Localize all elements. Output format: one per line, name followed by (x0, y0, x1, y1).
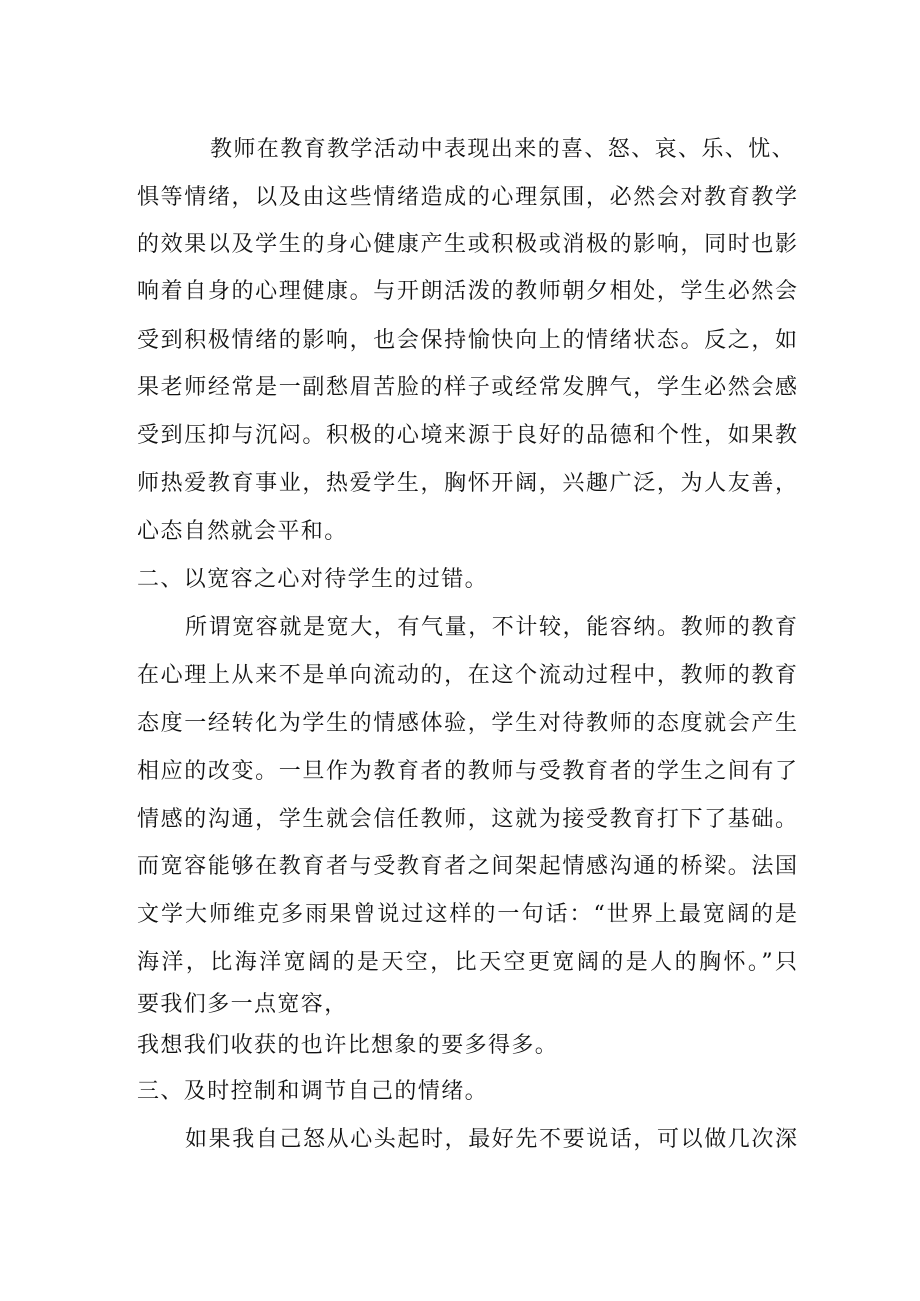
paragraph-2-line-9: 要我们多一点宽容， (137, 992, 348, 1017)
paragraph-2-line-8: 海洋，比海洋宽阔的是天空，比天空更宽阔的是人的胸怀。”只 (137, 950, 797, 975)
paragraph-1-line-3: 的效果以及学生的身心健康产生或积极或消极的影响，同时也影 (137, 232, 797, 257)
paragraph-2-line-10: 我想我们收获的也许比想象的要多得多。 (137, 1033, 559, 1058)
paragraph-1-line-9: 心态自然就会平和。 (137, 519, 348, 544)
paragraph-2-line-6: 而宽容能够在教育者与受教育者之间架起情感沟通的桥梁。法国 (137, 854, 797, 879)
paragraph-1-line-2: 惧等情绪，以及由这些情绪造成的心理氛围，必然会对教育教学 (137, 185, 797, 210)
paragraph-3-line-1: 如果我自己怒从心头起时，最好先不要说话，可以做几次深 (185, 1127, 797, 1152)
paragraph-1-line-6: 果老师经常是一副愁眉苦脸的样子或经常发脾气，学生必然会感 (137, 375, 797, 400)
paragraph-1-line-8: 师热爱教育事业，热爱学生，胸怀开阔，兴趣广泛，为人友善， (137, 471, 797, 496)
section-heading-2: 二、以宽容之心对待学生的过错。 (137, 567, 489, 592)
paragraph-1-line-1: 教师在教育教学活动中表现出来的喜、怒、哀、乐、忧、 (210, 137, 796, 162)
paragraph-2-line-4: 相应的改变。一旦作为教育者的教师与受教育者的学生之间有了 (137, 759, 797, 784)
paragraph-1-line-7: 受到压抑与沉闷。积极的心境来源于良好的品德和个性，如果教 (137, 423, 797, 448)
paragraph-1-line-5: 受到积极情绪的影响，也会保持愉快向上的情绪状态。反之，如 (137, 328, 797, 353)
paragraph-1-line-4: 响着自身的心理健康。与开朗活泼的教师朝夕相处，学生必然会 (137, 279, 797, 304)
paragraph-2-line-3: 态度一经转化为学生的情感体验，学生对待教师的态度就会产生 (137, 711, 797, 736)
paragraph-2-line-1: 所谓宽容就是宽大，有气量，不计较，能容纳。教师的教育 (185, 615, 797, 640)
paragraph-2-line-2: 在心理上从来不是单向流动的，在这个流动过程中，教师的教育 (137, 663, 797, 688)
paragraph-2-line-7: 文学大师维克多雨果曾说过这样的一句话：“世界上最宽阔的是 (137, 902, 797, 927)
section-heading-3: 三、及时控制和调节自己的情绪。 (137, 1079, 489, 1104)
paragraph-2-line-5: 情感的沟通，学生就会信任教师，这就为接受教育打下了基础。 (137, 807, 797, 832)
